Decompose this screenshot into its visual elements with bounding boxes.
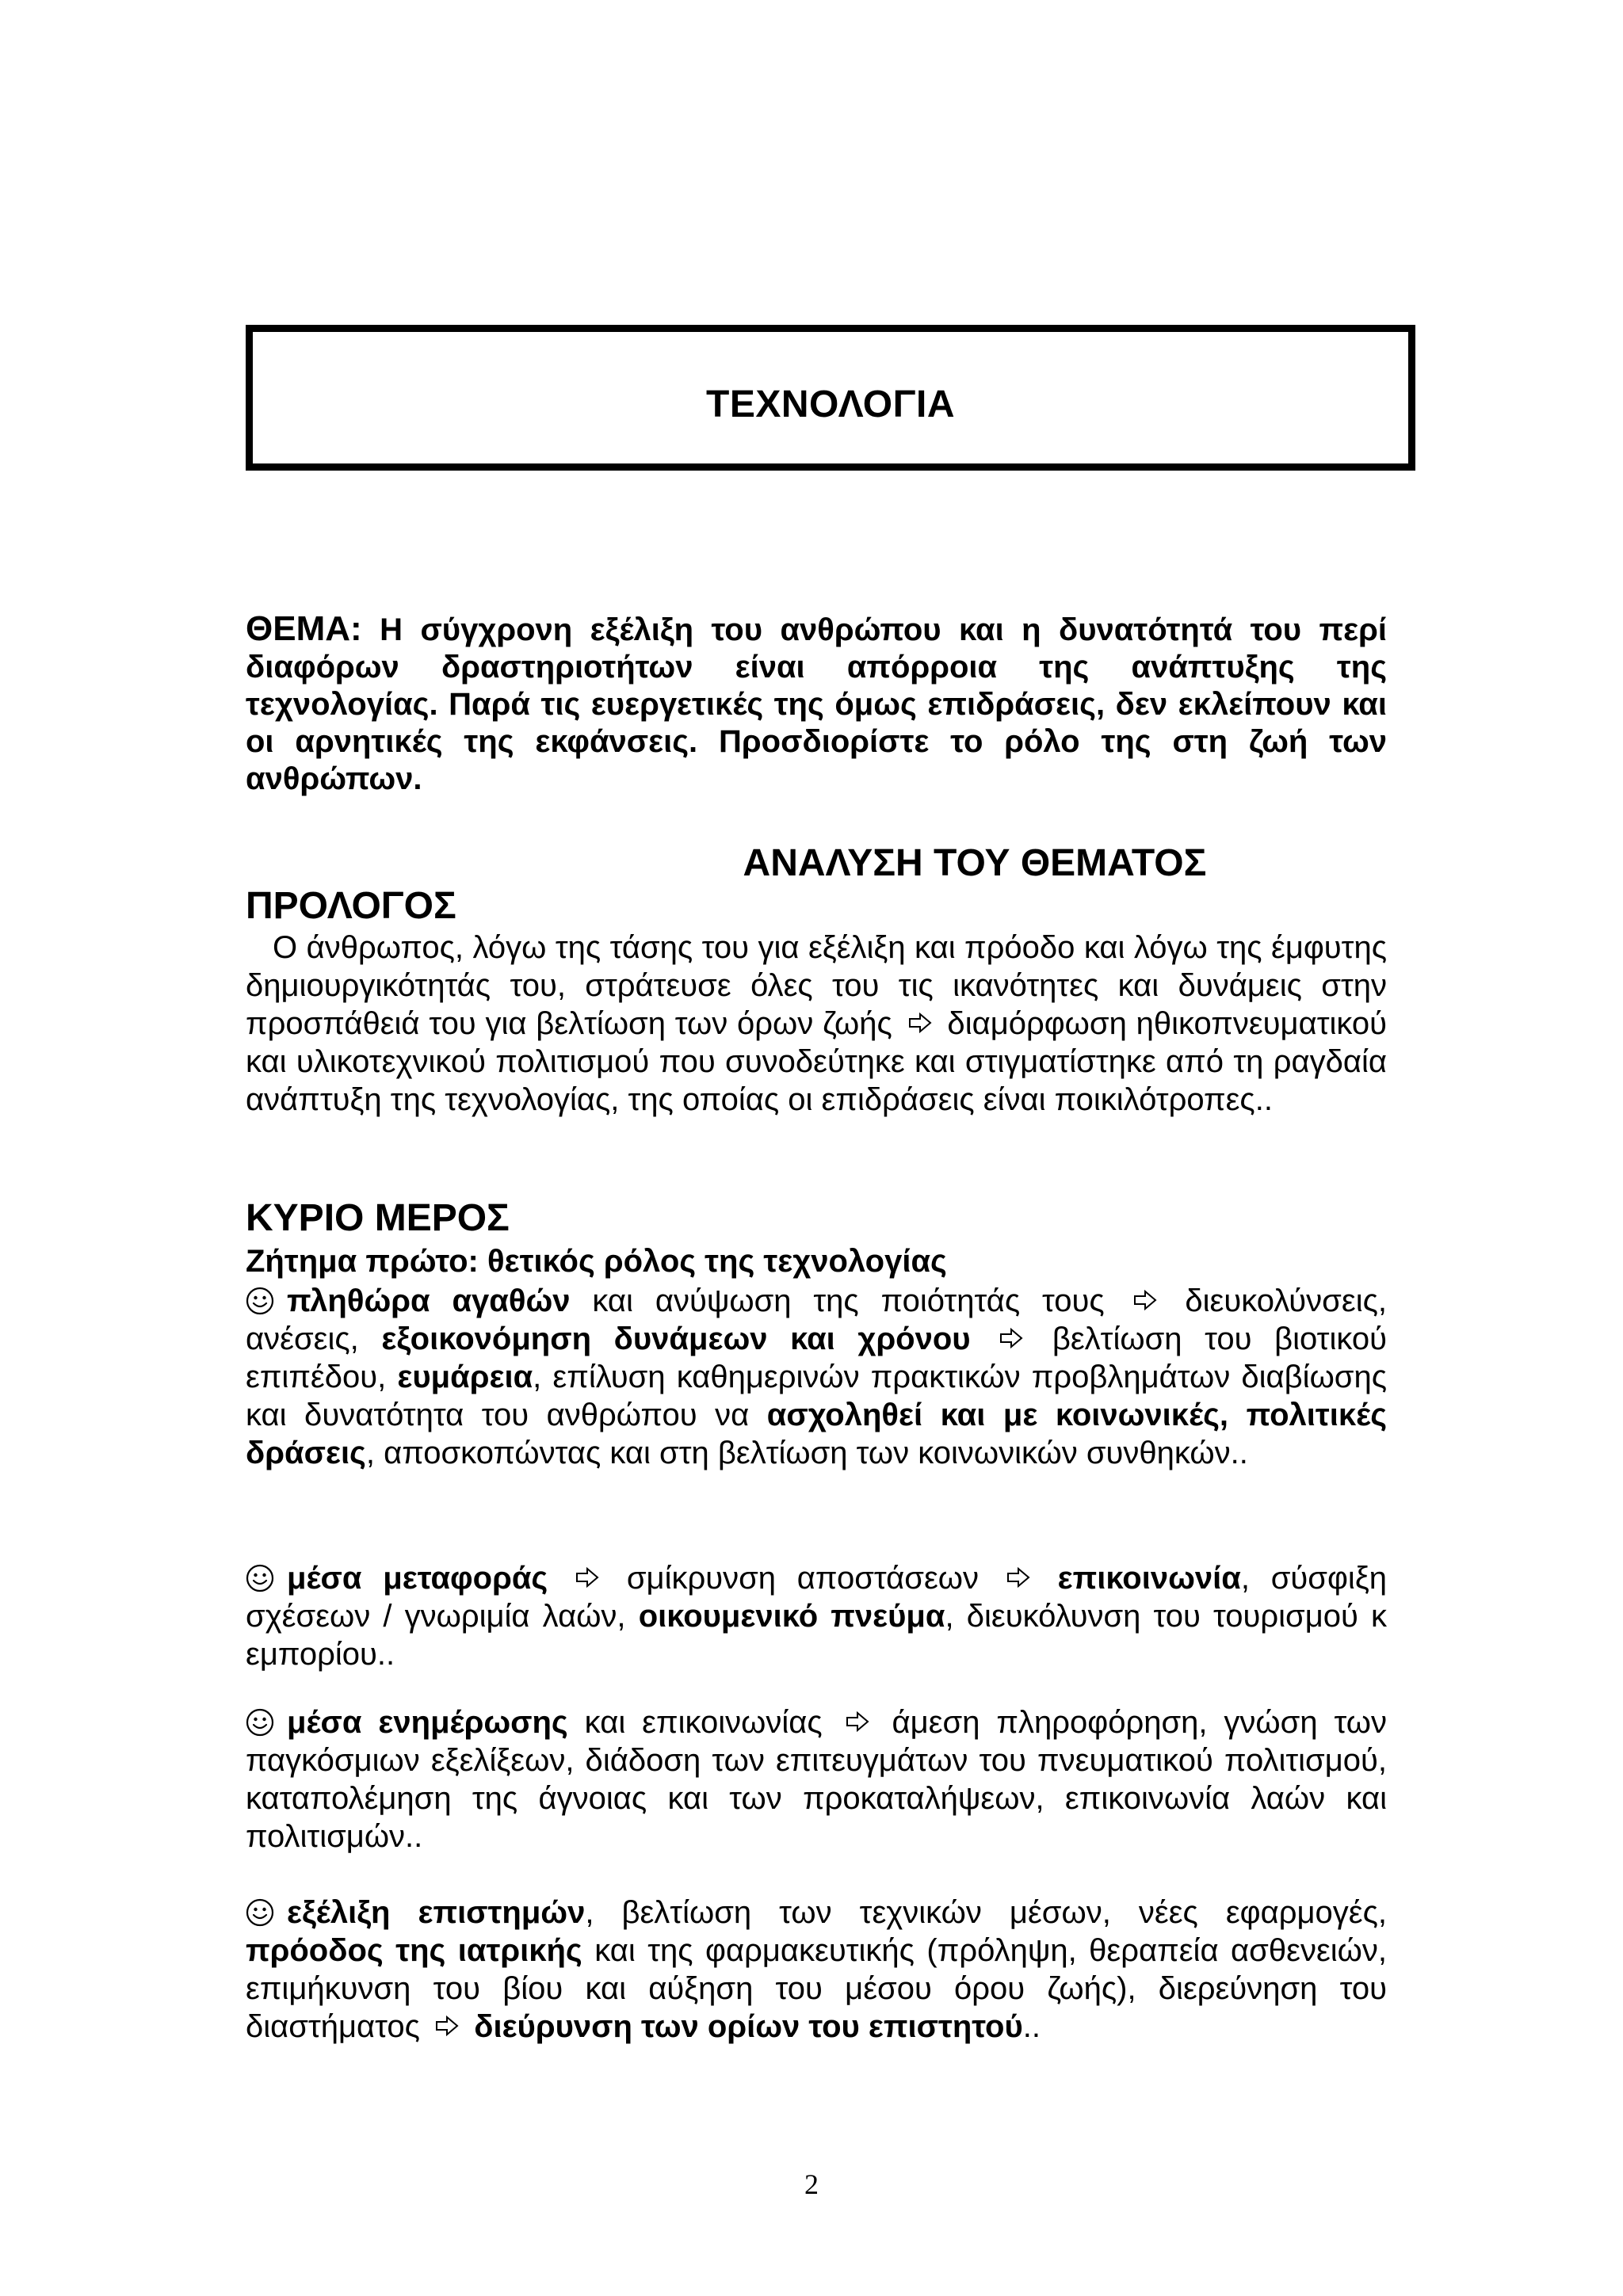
prologue-text-1: Ο άνθρωπος, λόγω της τάσης του για εξέλιξη και πρόοδο και λόγω της έμφυτης δημιουργικότητάς του, στράτευσε όλες του τις ικανότητες και δυνάμεις στην προσπάθειά του για βελτίωση των όρων ζωής [246,930,1387,1041]
text: , αποσκοπώντας και στη βελτίωση των κοινωνικών συνθηκών.. [365,1436,1248,1470]
document-page [246,0,1387,2296]
bold-term: διεύρυνση των ορίων του επιστητού [474,2009,1023,2044]
text: , σύσφιξη σχέσεων / γνωριμία λαών, [246,1561,1387,1634]
theme-label: ΘΕΜΑ: [246,609,362,648]
bold-term: ασχοληθεί και με κοινωνικές, πολιτικές δράσεις [246,1398,1388,1470]
prologue-paragraph [246,929,1387,1119]
prologue-text-2: διαμόρφωση ηθικοπνευματικού και υλικοτεχνικού πολιτισμού που συνοδεύτηκε και στιγματίστηκε από τη ραγδαία ανάπτυξη της τεχνολογίας, της οποίας οι επιδράσεις είναι ποικιλότροπες.. [246,1006,1388,1117]
title-box [246,325,1415,471]
text: διευκολύνσεις, ανέσεις, [246,1283,1387,1356]
bold-term: πληθώρα αγαθών [287,1283,571,1318]
bold-term: μέσα μεταφοράς [287,1561,548,1596]
bold-term: πρόοδος της ιατρικής [246,1933,582,1968]
main-heading: ΚΥΡΙΟ ΜΕΡΟΣ [246,1197,510,1239]
point-paragraph [246,1282,1387,1472]
text: και ανύψωση της ποιότητάς τους [570,1283,1105,1318]
bold-term: επικοινωνία [1057,1561,1241,1596]
point-paragraph [246,1559,1387,1673]
analysis-heading: ΑΝΑΛΥΣΗ ΤΟΥ ΘΕΜΑΤΟΣ [743,842,1207,884]
theme-text: Η σύγχρονη εξέλιξη του ανθρώπου και η δυνατότητά του περί διαφόρων δραστηριοτήτων είναι απόρροια της ανάπτυξης της τεχνολογίας. Παρά τις ευεργετικές της όμως επιδράσεις, δεν εκλείπουν και οι αρνητικές της εκφάνσεις. Προσδιορίστε το ρόλο της στη ζωή των ανθρώπων. [246,612,1387,796]
smiley-icon [246,1287,274,1315]
text: , βελτίωση των τεχνικών μέσων, νέες εφαρμογές, [585,1895,1387,1930]
outline-right-arrow-icon [435,2016,459,2036]
point-paragraph [246,1894,1387,2046]
outline-right-arrow-icon [575,1567,599,1588]
outline-right-arrow-icon [908,1013,932,1033]
smiley-icon [246,1708,274,1737]
outline-right-arrow-icon [1133,1290,1157,1310]
outline-right-arrow-icon [846,1711,869,1732]
text: και της φαρμακευτικής (πρόληψη, θεραπεία ασθενειών, επιμήκυνση του βίου και αύξηση του μέσου όρου ζωής), διερεύνηση του διαστήματος [246,1933,1387,2044]
outline-right-arrow-icon [1006,1567,1030,1588]
smiley-icon [246,1564,274,1592]
text: και επικοινωνίας [567,1705,823,1740]
text: άμεση πληροφόρηση, γνώση των παγκόσμιων εξελίξεων, διάδοση των επιτευγμάτων του πνευματικού πολιτισμού, καταπολέμηση της άγνοιας και των προκαταλήψεων, επικοινωνία λαών και πολιτισμών.. [246,1705,1387,1854]
text: , διευκόλυνση του τουρισμού κ εμπορίου.. [246,1599,1388,1672]
point-paragraph [246,1703,1387,1855]
bold-term: εξέλιξη επιστημών [287,1895,586,1930]
bold-term: εξοικονόμηση δυνάμεων και χρόνου [381,1322,971,1356]
sub-heading: Ζήτημα πρώτο: θετικός ρόλος της τεχνολογίας [246,1244,947,1279]
text: βελτίωση του βιοτικού επιπέδου, [246,1322,1387,1394]
document-title: ΤΕΧΝΟΛΟΓΙΑ [706,383,955,425]
prologue-heading: ΠΡΟΛΟΓΟΣ [246,885,456,927]
outline-right-arrow-icon [999,1328,1023,1348]
text: .. [1022,2009,1041,2044]
bold-term: μέσα ενημέρωσης [287,1705,568,1740]
text: σμίκρυνση αποστάσεων [626,1561,980,1596]
smiley-icon [246,1898,274,1927]
theme-paragraph [246,610,1387,798]
text: , επίλυση καθημερινών πρακτικών προβλημάτων διαβίωσης και δυνατότητα του ανθρώπου να [246,1360,1388,1432]
page-number: 2 [804,2168,819,2200]
bold-term: ευμάρεια [397,1360,533,1394]
bold-term: οικουμενικό πνεύμα [638,1599,945,1634]
